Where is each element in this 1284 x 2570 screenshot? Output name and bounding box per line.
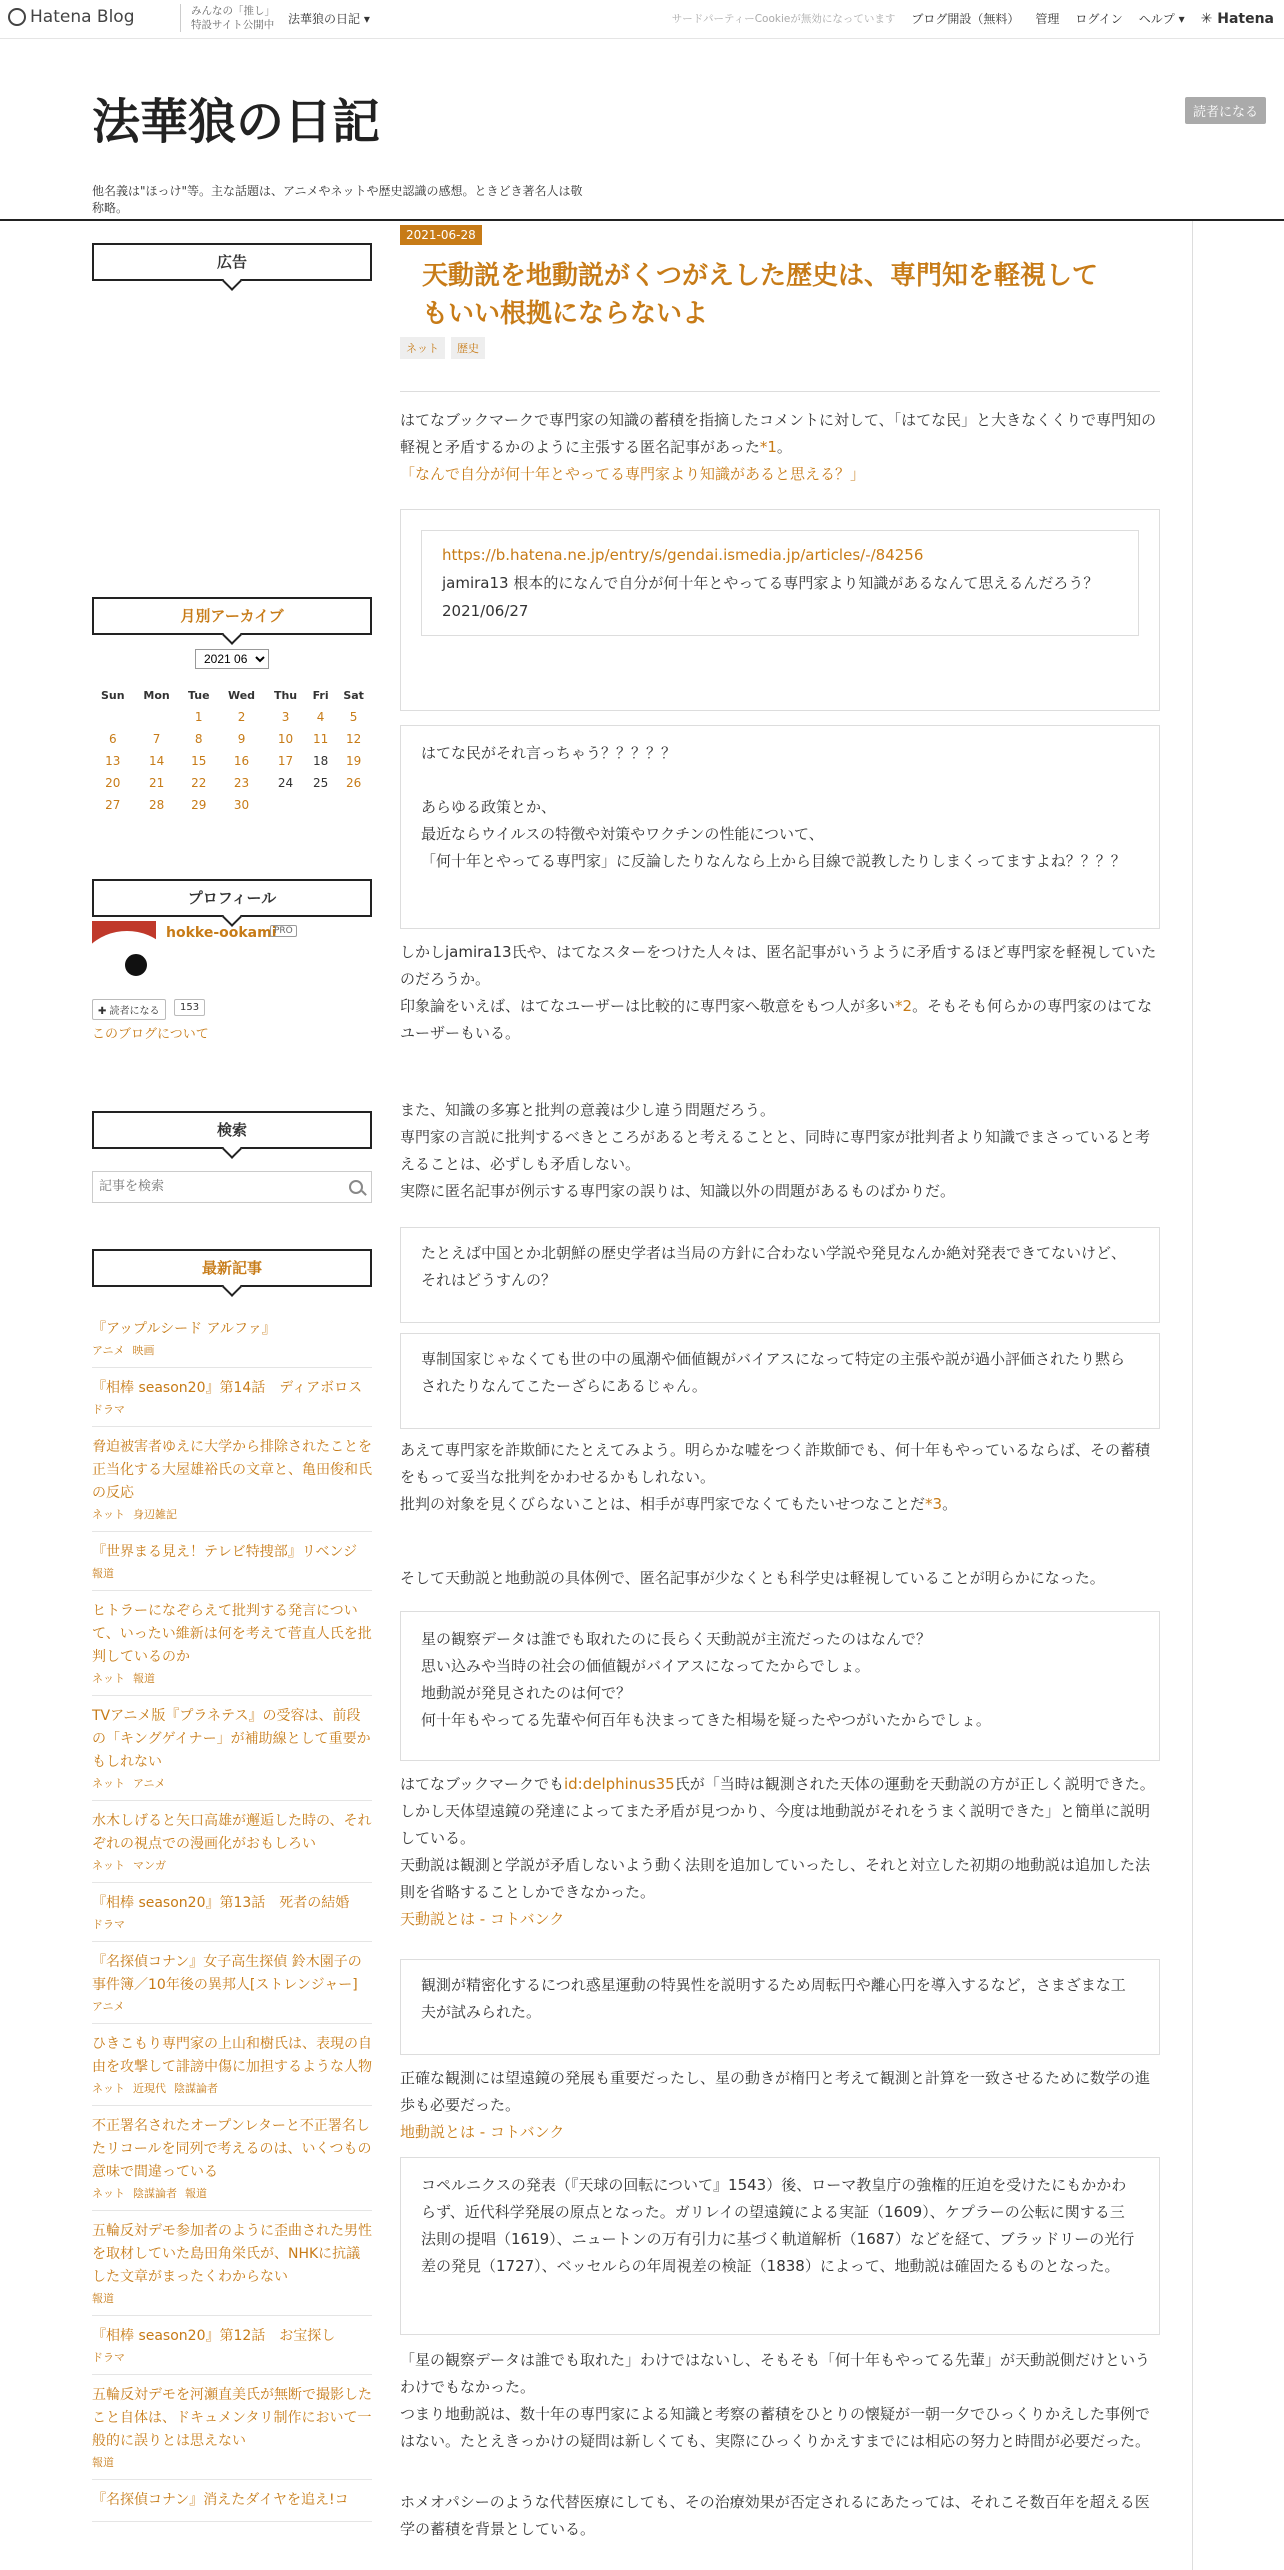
blockquote xyxy=(400,725,1160,929)
calendar-weekday: Fri xyxy=(312,688,329,702)
calendar-week xyxy=(92,794,372,816)
category-link[interactable]: ネット xyxy=(92,2187,125,2200)
blog-title[interactable]: 法華狼の日記 xyxy=(92,94,381,150)
calendar-day[interactable]: 14 xyxy=(148,754,165,768)
paragraph-line: 実際に匿名記事が例示する専門家の誤りは、知識以外の問題があるものばかりだ。 xyxy=(400,1182,956,1200)
category-link[interactable]: ドラマ xyxy=(92,2351,125,2364)
calendar-day[interactable]: 19 xyxy=(345,754,362,768)
entry-categories xyxy=(400,337,485,359)
hatena-label: Hatena xyxy=(1217,10,1274,27)
category-link[interactable]: 近現代 xyxy=(133,2082,166,2095)
recent-entry xyxy=(92,2024,372,2106)
category-link[interactable]: 報道 xyxy=(92,1567,114,1580)
calendar-day: 24 xyxy=(277,776,294,790)
category-link[interactable]: 報道 xyxy=(185,2187,207,2200)
recent-entry xyxy=(92,2316,372,2375)
calendar-week xyxy=(92,750,372,772)
profile-module-title: プロフィール xyxy=(92,879,372,917)
recent-entry-link[interactable]: 脅迫被害者ゆえに大学から排除されたことを正当化する大屋雄裕氏の文章と、亀田俊和氏の反応 xyxy=(92,1439,372,1501)
bookmark-comment: jamira13 根本的になんで自分が何十年とやってる専門家より知識があるなんて思えるんだろう？ xyxy=(442,574,1099,592)
embed-quote xyxy=(400,509,1160,711)
paragraph-text: 天動説は観測と学説が矛盾しないよう動く法則を追加していったし、それと対立した初期の地動説は追加した法則を省略することしかできなかった。 xyxy=(400,1856,1151,1901)
quote-line: 「何十年とやってる専門家」に反論したりなんなら上から目線で説教したりしまくってますよね？？？？ xyxy=(421,852,1126,870)
recent-entry xyxy=(92,2480,372,2522)
quote-line: はてな民がそれ言っちゃう？？？？？ xyxy=(421,744,677,762)
calendar-weekday: Sat xyxy=(343,688,364,702)
search-icon[interactable] xyxy=(349,1180,363,1194)
quote-text: 観測が精密化するにつれ惑星運動の特異性を説明するため周転円や離心円を導入するなど，さまざまな工夫が試みられた。 xyxy=(421,1976,1126,2021)
promo-line: みんなの「推し」 xyxy=(191,5,275,17)
blog-menu-dropdown[interactable]: 法華狼の日記 ▾ xyxy=(288,12,370,26)
paragraph xyxy=(400,2065,1160,2146)
category-link[interactable]: アニメ xyxy=(133,1777,166,1790)
blockquote xyxy=(400,1959,1160,2055)
pro-badge: PRO xyxy=(270,925,297,937)
blockquote xyxy=(400,1333,1160,1429)
recent-entry xyxy=(92,1368,372,1427)
recent-entry-link[interactable]: 『名探偵コナン』消えたダイヤを追え!コ xyxy=(92,2492,349,2508)
calendar-day[interactable]: 6 xyxy=(108,732,117,746)
cookie-notice: サードパーティーCookieが無効になっています xyxy=(671,13,896,25)
paragraph-text: 。 xyxy=(776,438,792,456)
entry-date[interactable]: 2021-06-28 xyxy=(400,225,482,245)
category-link[interactable]: 身辺雑記 xyxy=(133,1508,177,1521)
search-input[interactable] xyxy=(93,1172,335,1200)
category-link[interactable]: ネット xyxy=(92,2082,125,2095)
category-link[interactable]: 報道 xyxy=(92,2456,114,2469)
recent-entry-categories xyxy=(92,1998,372,2014)
calendar-day xyxy=(335,794,372,816)
footnote-link[interactable]: *1 xyxy=(759,438,777,456)
source-link[interactable]: 「なんで自分が何十年とやってる専門家より知識があると思える？」 xyxy=(400,465,866,483)
category-link[interactable]: アニメ xyxy=(92,1344,125,1357)
logo-text: Hatena Blog xyxy=(30,7,135,27)
promo-banner[interactable] xyxy=(180,4,275,32)
category-link[interactable]: ネット xyxy=(92,1777,125,1790)
subscribe-button[interactable]: 読者になる xyxy=(1185,97,1266,124)
calendar-day[interactable]: 12 xyxy=(345,732,362,746)
blog-header xyxy=(0,39,1284,221)
recent-entry-categories xyxy=(92,2290,372,2306)
calendar-day[interactable]: 21 xyxy=(148,776,165,790)
column-divider xyxy=(1192,221,1193,2570)
footnote-link[interactable]: *3 xyxy=(925,1495,943,1513)
paragraph-text: 「星の観察データは誰でも取れた」わけではないし、そもそも「何十年もやってる先輩」が天動説側だけというわけでもなかった。 xyxy=(400,2351,1151,2396)
calendar-day xyxy=(134,706,180,728)
calendar-day[interactable]: 26 xyxy=(345,776,362,790)
quote-text: 専制国家じゃなくても世の中の風潮や価値観がバイアスになって特定の主張や説が過小評価されたり黙らされたりなんてこたーざらにあるじゃん。 xyxy=(421,1350,1125,1395)
recent-entry-link[interactable]: 五輪反対デモ参加者のように歪曲された男性を取材していた島田角栄氏が、NHKに抗議した文章がまったくわからない xyxy=(92,2223,372,2285)
quote-line: 地動説が発見されたのは何で？ xyxy=(421,1684,632,1702)
category-link[interactable]: 報道 xyxy=(133,1672,155,1685)
paragraph-text: 氏が「当時は観測された天体の運動を天動説の方が正しく説明できた。しかし天体望遠鏡の発達によってまた矛盾が見つかり、今度は地動説がそれをうまく説明できた」と簡単に説明している。 xyxy=(400,1775,1155,1847)
recent-entry-categories xyxy=(92,1342,372,1358)
archive-module-title: 月別アーカイブ xyxy=(92,597,372,635)
recent-entry-categories xyxy=(92,1916,372,1932)
calendar-day[interactable]: 11 xyxy=(312,732,329,746)
paragraph-text: ホメオパシーのような代替医療にしても、その治療効果が否定されるにあたっては、それこそ数百年を超える医学の蓄積を背景としている。 xyxy=(400,2493,1150,2538)
paragraph-text: はてなブックマークでも xyxy=(400,1775,564,1793)
category-link[interactable]: アニメ xyxy=(92,2000,125,2013)
recent-entry-link[interactable]: 『相棒 season20』第13話 死者の結婚 xyxy=(92,1895,350,1911)
bookmark-url-link[interactable]: https://b.hatena.ne.jp/entry/s/gendai.ismedia.jp/articles/-/84256 xyxy=(442,546,924,564)
bookmark-embed xyxy=(421,530,1139,636)
recent-entries-list xyxy=(92,1309,372,2522)
quote-line: 何十年もやってる先輩や何百年も決まってきた相場を疑ったやつがいたからでしょ。 xyxy=(421,1711,991,1729)
recent-entry-categories xyxy=(92,2080,372,2096)
entry-title[interactable]: 天動説を地動説がくつがえした歴史は、専門知を軽視してもいい根拠にならないよ xyxy=(422,261,1099,329)
recent-entry-link[interactable]: 『名探偵コナン』女子高生探偵 鈴木園子の事件簿／10年後の異邦人[ストレンジャー] xyxy=(92,1954,362,1993)
blog-description: 他名義は"ほっけ"等。主な話題は、アニメやネットや歴史認識の感想。ときどき著名人は敬称略。 xyxy=(92,184,583,215)
hatena-link[interactable]: ✳ Hatena xyxy=(1200,10,1274,27)
recent-entry-link[interactable]: 五輪反対デモを河瀬直美氏が無断で撮影したこと自体は、ドキュメンタリ制作において一般的に誤りとは思えない xyxy=(92,2387,372,2449)
about-blog-link[interactable]: このブログについて xyxy=(92,1027,209,1042)
category-link[interactable]: マンガ xyxy=(133,1859,166,1872)
footnote-link[interactable]: *2 xyxy=(895,997,913,1015)
profile-avatar[interactable] xyxy=(92,921,156,985)
calendar-day[interactable]: 16 xyxy=(233,754,250,768)
calendar-day[interactable]: 28 xyxy=(148,798,165,812)
paragraph-text: 。 xyxy=(942,1495,958,1513)
recent-entry-link[interactable]: TVアニメ版『プラネテス』の受容は、前段の「キングゲイナー」が補助線として重要かもしれない xyxy=(92,1708,371,1770)
blockquote xyxy=(400,1227,1160,1323)
ad-module-title: 広告 xyxy=(92,243,372,281)
calendar-weekday: Tue xyxy=(187,688,210,702)
paragraph-text: 。そもそも何らかの専門家のはてなユーザーもいる。 xyxy=(400,997,1153,1042)
calendar-day[interactable]: 7 xyxy=(152,732,161,746)
recent-entry xyxy=(92,1942,372,2024)
calendar-day[interactable]: 30 xyxy=(233,798,250,812)
recent-entry xyxy=(92,1532,372,1591)
admin-link[interactable]: 管理 xyxy=(1035,12,1060,26)
paragraph xyxy=(400,407,1160,488)
recent-entry xyxy=(92,1801,372,1883)
recent-entry-categories xyxy=(92,1670,372,1686)
recent-entry xyxy=(92,2375,372,2480)
recent-entry-link[interactable]: ひきこもり専門家の上山和樹氏は、表現の自由を攻撃して誹謗中傷に加担するような人物 xyxy=(92,2036,372,2075)
create-blog-link[interactable]: ブログ開設（無料） xyxy=(911,12,1020,26)
global-header xyxy=(0,0,1284,39)
kotobank-chidou-link[interactable]: 地動説とは - コトバンク xyxy=(400,2123,565,2141)
recent-entry-link[interactable]: 『アップルシード アルファ』 xyxy=(92,1321,276,1337)
avatar-eye xyxy=(122,951,150,979)
paragraph-text: 批判の対象を見くびらないことは、相手が専門家でなくてもたいせつなことだ xyxy=(400,1495,926,1513)
divider xyxy=(400,391,1160,392)
paragraph xyxy=(400,1437,1160,1518)
paragraph xyxy=(400,939,1160,1047)
calendar-day[interactable]: 5 xyxy=(349,710,358,724)
paragraph xyxy=(400,2489,1160,2543)
calendar-weekday: Sun xyxy=(100,688,125,702)
calendar-day[interactable]: 23 xyxy=(233,776,250,790)
calendar-day[interactable]: 10 xyxy=(277,732,294,746)
recent-entry xyxy=(92,1427,372,1532)
calendar-day[interactable]: 27 xyxy=(105,798,121,812)
category-tag[interactable]: ネット xyxy=(400,337,445,359)
calendar-day: 18 xyxy=(312,754,329,768)
archive-month-select[interactable] xyxy=(195,649,269,669)
recent-entry-link[interactable]: 水木しげると矢口高雄が邂逅した時の、それぞれの視点での漫画化がおもしろい xyxy=(92,1813,372,1852)
paragraph-text: 印象論をいえば、はてなユーザーは比較的に専門家へ敬意をもつ人が多い xyxy=(400,997,896,1015)
bookmark-date: 2021/06/27 xyxy=(442,602,529,620)
search-box xyxy=(92,1171,372,1203)
paragraph xyxy=(400,2347,1160,2455)
category-link[interactable]: ネット xyxy=(92,1859,125,1872)
paragraph-line: 専門家の言説に批判するべきところがあると考えることと、同時に専門家が批判者より知識でまさっていると考えることは、必ずしも矛盾しない。 xyxy=(400,1128,1151,1173)
recent-entry-categories xyxy=(92,1401,372,1417)
quote-line: 思い込みや当時の社会の価値観がバイアスになってたからでしょ。 xyxy=(421,1657,870,1675)
quote-text: コペルニクスの発表（『天球の回転について』1543）後、ローマ教皇庁の強権的圧迫を受けたにもかかわらず、近代科学発展の原点となった。ガリレイの望遠鏡による実証（1609）、ケプラーの公転に関する三法則の提唱（1619）、ニュートンの万有引力に基づく軌道解析（1687）などを経て、ブラッドリーの光行差の発見（1727）、ベッセルらの年周視差の検証（1838）によって、地動説は確固たるものとなった。 xyxy=(421,2176,1135,2275)
recent-entry-categories xyxy=(92,2185,372,2201)
category-link[interactable]: 陰謀論者 xyxy=(174,2082,218,2095)
recent-entry xyxy=(92,2106,372,2211)
calendar-day[interactable]: 9 xyxy=(237,732,246,746)
paragraph-line: また、知識の多寡と批判の意義は少し違う問題だろう。 xyxy=(400,1101,776,1119)
paragraph xyxy=(400,1097,1160,1205)
recent-entry xyxy=(92,2211,372,2316)
paragraph-text: はてなブックマークで専門家の知識の蓄積を指摘したコメントに対して、「はてな民」と大きなくくりで専門知の軽視と矛盾するかのように主張する匿名記事があった xyxy=(400,411,1157,456)
category-link[interactable]: 映画 xyxy=(132,1344,155,1357)
category-tag[interactable]: 歴史 xyxy=(451,337,485,359)
recent-entry xyxy=(92,1309,372,1368)
calendar-day[interactable]: 3 xyxy=(281,710,290,724)
recent-entry xyxy=(92,1591,372,1696)
promo-line: 特設サイト公開中 xyxy=(191,19,275,31)
recent-entry-categories xyxy=(92,1857,372,1873)
recent-entry xyxy=(92,1883,372,1942)
blockquote xyxy=(400,2157,1160,2335)
follower-count: 153 xyxy=(174,999,205,1016)
calendar-day[interactable]: 15 xyxy=(191,754,207,768)
calendar-day[interactable]: 8 xyxy=(194,732,203,746)
help-menu[interactable]: ヘルプ ▾ xyxy=(1138,12,1185,26)
archive-calendar xyxy=(92,684,372,816)
profile-name-link[interactable]: hokke-ookami xyxy=(166,925,277,941)
recent-entry-link[interactable]: 『世界まる見え！テレビ特捜部』リベンジ xyxy=(92,1544,358,1560)
quote-line xyxy=(421,767,1139,794)
category-link[interactable]: ドラマ xyxy=(92,1918,125,1931)
global-nav xyxy=(672,10,1274,27)
category-link[interactable]: ネット xyxy=(92,1508,125,1521)
recent-entry-categories xyxy=(92,1775,372,1791)
quote-text: たとえば中国とか北朝鮮の歴史学者は当局の方針に合わない学説や発見なんか絶対発表できてないけど、それはどうすんの？ xyxy=(421,1244,1127,1289)
calendar-weekday: Mon xyxy=(143,688,170,702)
search-module-title: 検索 xyxy=(92,1111,372,1149)
paragraph-text: そして天動説と地動説の具体例で、匿名記事が少なくとも科学史は軽視していることが明らかになった。 xyxy=(400,1569,1105,1587)
login-link[interactable]: ログイン xyxy=(1075,12,1123,26)
paragraph-text: あえて専門家を詐欺師にたとえてみよう。明らかな嘘をつく詐欺師でも、何十年もやっているならば、その蓄積をもって妥当な批判をかわせるかもしれない。 xyxy=(400,1441,1151,1486)
recent-entry-categories xyxy=(92,2349,372,2365)
calendar-day[interactable]: 1 xyxy=(194,710,203,724)
calendar-day[interactable]: 2 xyxy=(237,710,246,724)
calendar-day[interactable]: 13 xyxy=(105,754,121,768)
paragraph-text: 正確な観測には望遠鏡の発展も重要だったし、星の動きが楕円と考えて観測と計算を一致させるために数学の進歩も必要だった。 xyxy=(400,2069,1151,2114)
calendar-day[interactable]: 29 xyxy=(191,798,207,812)
paragraph xyxy=(400,1565,1160,1592)
recent-entry-link[interactable]: 『相棒 season20』第12話 お宝探し xyxy=(92,2328,336,2344)
calendar-day xyxy=(92,706,134,728)
user-id-link[interactable]: id:delphinus35 xyxy=(563,1775,675,1793)
calendar-day[interactable]: 20 xyxy=(105,776,121,790)
quote-line: 星の観察データは誰でも取れたのに長らく天動説が主流だったのはなんで？ xyxy=(421,1630,932,1648)
calendar-day[interactable]: 17 xyxy=(277,754,294,768)
calendar-day: 25 xyxy=(312,776,329,790)
calendar-week xyxy=(92,772,372,794)
recent-entry xyxy=(92,1696,372,1801)
recent-entry-link[interactable]: 不正署名されたオープンレターと不正署名したリコールを同列で考えるのは、いくつもの意味で間違っている xyxy=(92,2118,372,2180)
quote-line: 最近ならウイルスの特徴や対策やワクチンの性能について、 xyxy=(421,825,824,843)
paragraph xyxy=(400,1771,1160,1933)
recent-entry-link[interactable]: ヒトラーになぞらえて批判する発言について、いったい維新は何を考えて菅直人氏を批判しているのか xyxy=(92,1603,372,1665)
paragraph-text: つまり地動説は、数十年の専門家による知識と考察の蓄積をひとりの懐疑が一朝一夕でひっくりかえした事例ではない。たとえきっかけの疑問は新しくても、実際にひっくりかえすまでには相応の努力と時間が必要だった。 xyxy=(400,2405,1151,2450)
category-link[interactable]: ドラマ xyxy=(92,1403,125,1416)
calendar-week xyxy=(92,728,372,750)
calendar-weekday: Wed xyxy=(227,688,256,702)
calendar-day[interactable]: 4 xyxy=(316,710,325,724)
recent-entry-categories xyxy=(92,1506,372,1522)
paragraph-text: しかしjamira13氏や、はてなスターをつけた人々は、匿名記事がいうように矛盾するほど専門家を軽視していたのだろうか。 xyxy=(400,943,1157,988)
kotobank-tendou-link[interactable]: 天動説とは - コトバンク xyxy=(400,1910,565,1928)
hatena-logo-icon xyxy=(8,8,26,26)
follow-button[interactable]: ✚ 読者になる xyxy=(92,999,166,1020)
calendar-week xyxy=(92,706,372,728)
recent-entry-link[interactable]: 『相棒 season20』第14話 ディアボロス xyxy=(92,1380,363,1396)
blockquote xyxy=(400,1611,1160,1761)
hatena-blog-logo[interactable] xyxy=(8,7,135,27)
calendar-weekday: Thu xyxy=(273,688,298,702)
recent-module-title: 最新記事 xyxy=(92,1249,372,1287)
recent-entry-categories xyxy=(92,2454,372,2470)
category-link[interactable]: 陰謀論者 xyxy=(133,2187,177,2200)
category-link[interactable]: 報道 xyxy=(92,2292,114,2305)
category-link[interactable]: ネット xyxy=(92,1672,125,1685)
recent-entry-categories xyxy=(92,1565,372,1581)
calendar-day[interactable]: 22 xyxy=(191,776,207,790)
calendar-day xyxy=(306,794,335,816)
calendar-day xyxy=(265,794,306,816)
quote-line: あらゆる政策とか、 xyxy=(421,798,557,816)
